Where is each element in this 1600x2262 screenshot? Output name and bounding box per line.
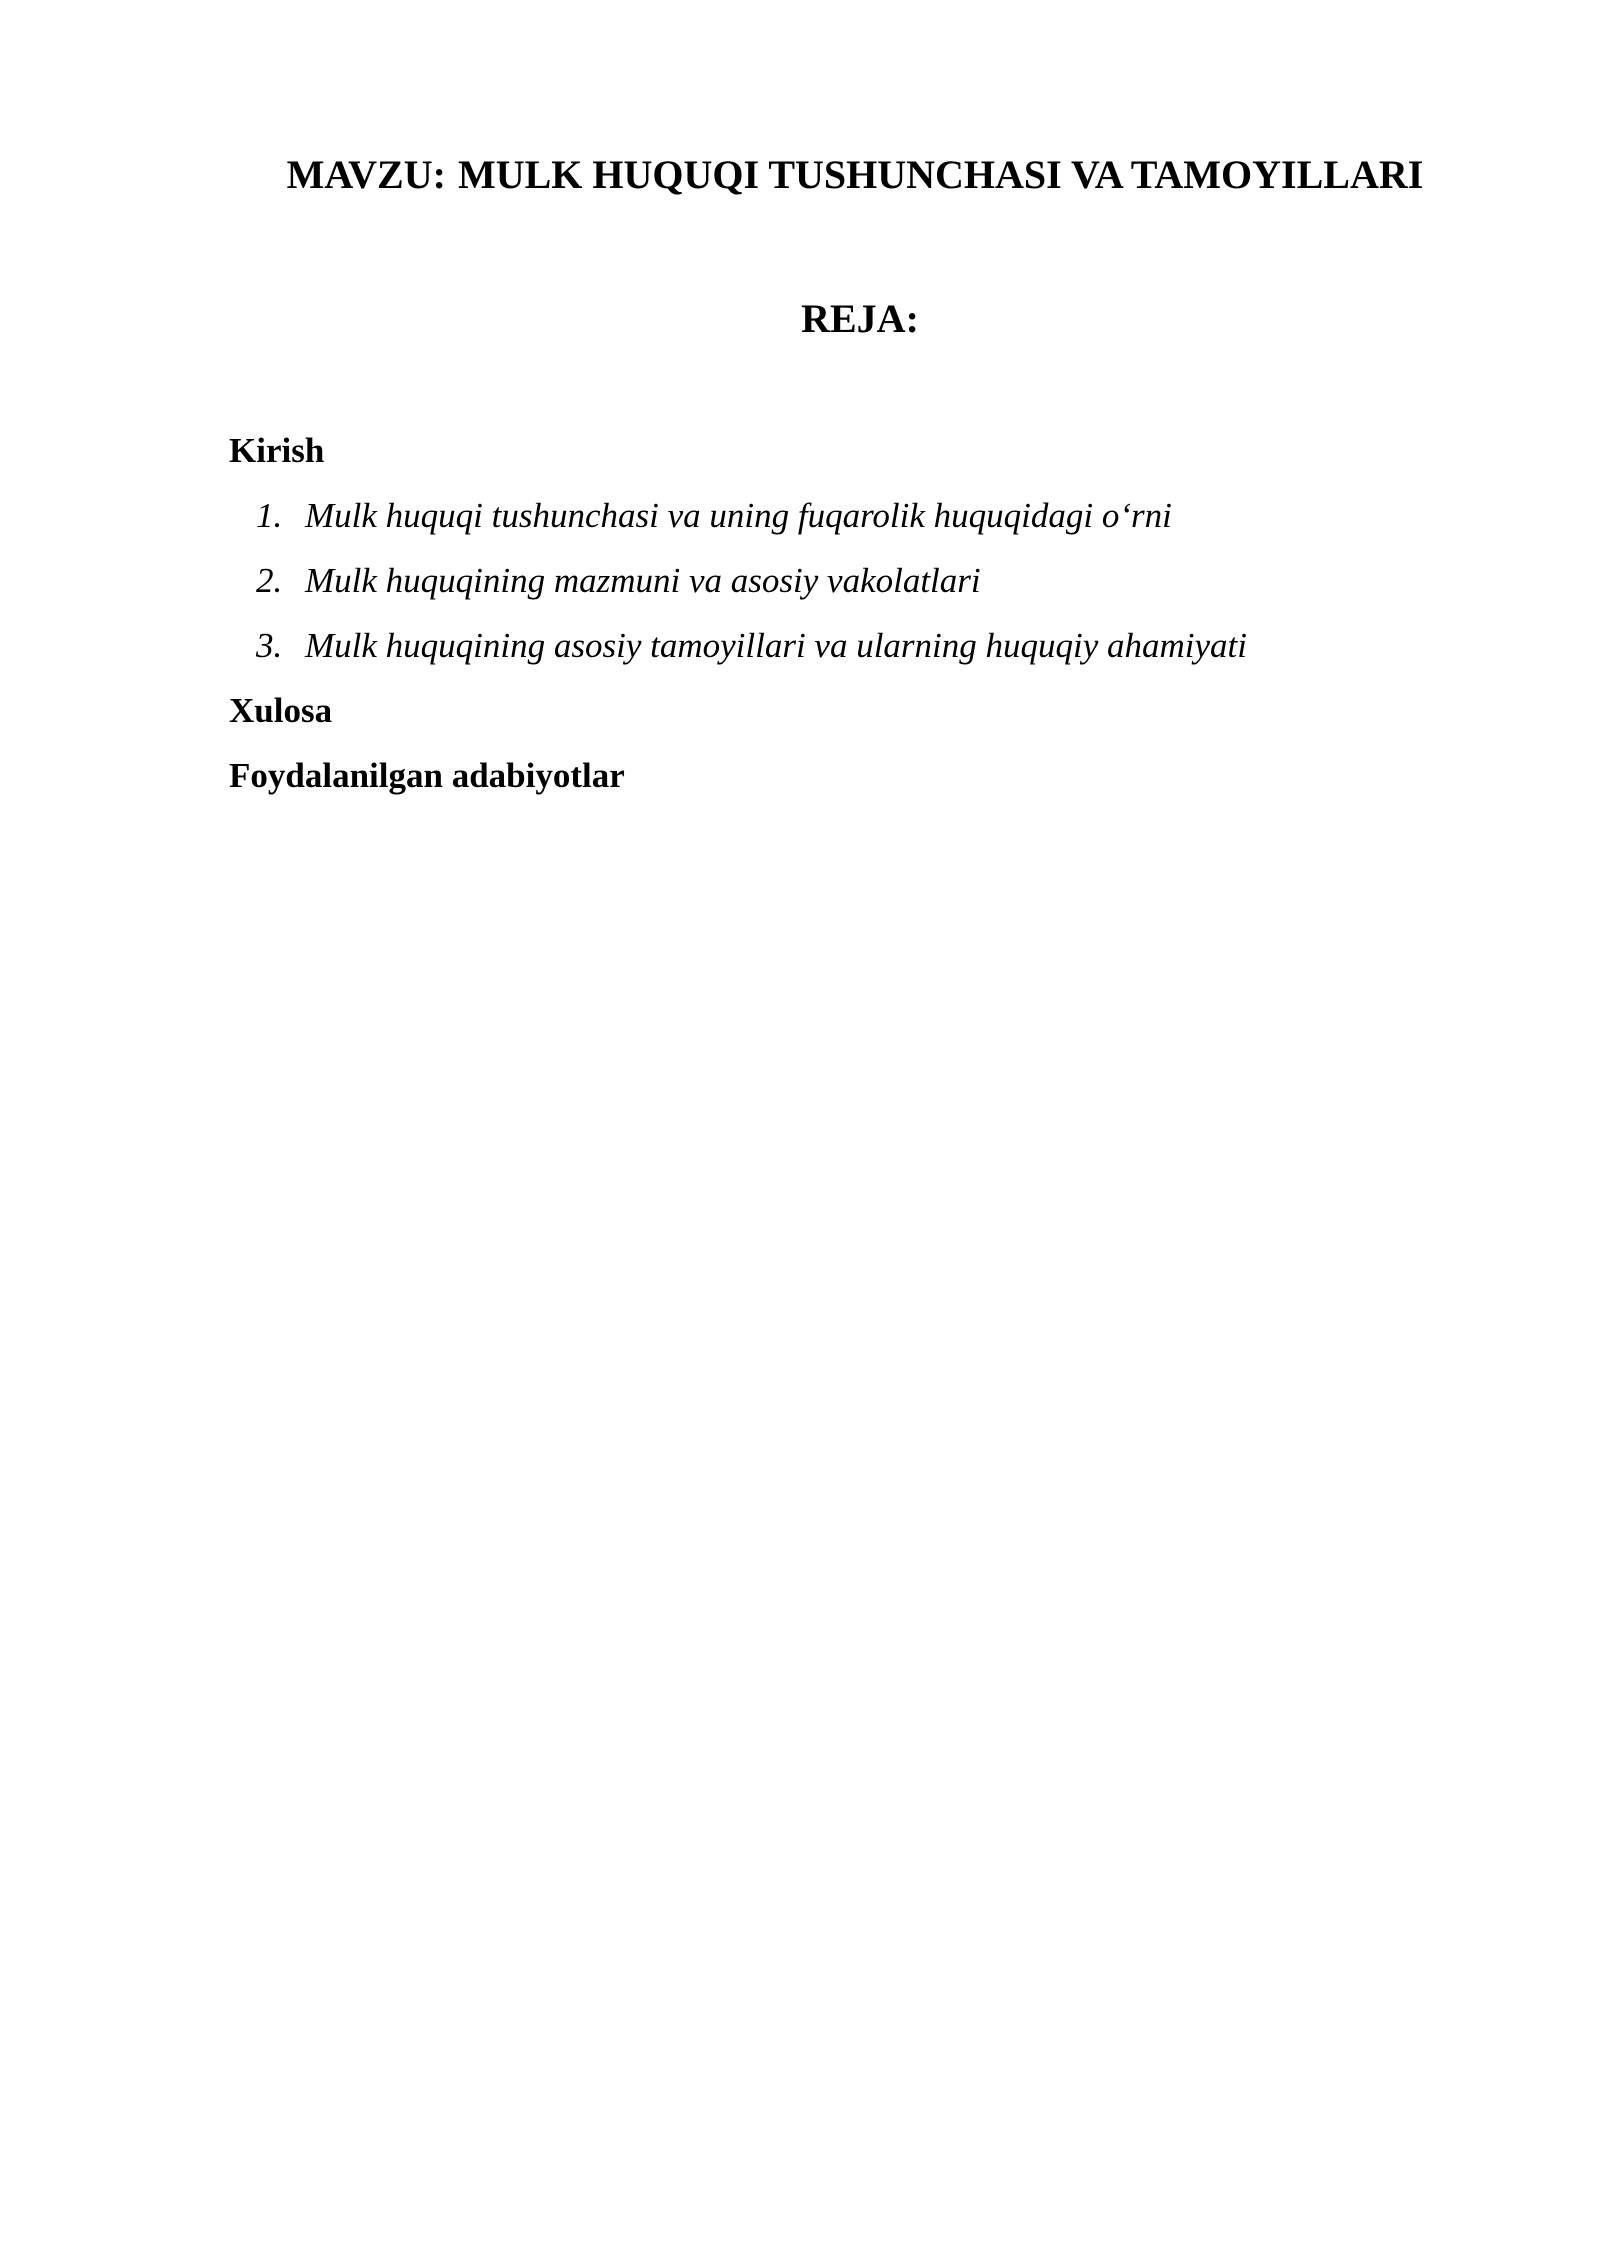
plan-item-text: Mulk huquqining mazmuni va asosiy vakolatlari (305, 561, 981, 600)
plan-item-text: Mulk huquqi tushunchasi va uning fuqarolik huquqidagi o‘rni (305, 496, 1172, 535)
plan-heading: REJA: (801, 296, 919, 341)
section-intro: Kirish (229, 431, 325, 470)
plan-item (229, 613, 1429, 678)
plan-item-number: 1. (256, 496, 283, 535)
plan-item (229, 548, 1429, 613)
section-references: Foydalanilgan adabiyotlar (229, 756, 625, 795)
plan-item-number: 3. (256, 626, 283, 665)
title-main: MULK HUQUQI TUSHUNCHASI VA TAMOYILLARI (457, 152, 1424, 197)
title-prefix: MAVZU: (286, 152, 446, 197)
plan-item (229, 483, 1429, 548)
plan-list (229, 483, 1429, 678)
plan-item-text: Mulk huquqining asosiy tamoyillari va ularning huquqiy ahamiyati (305, 626, 1248, 665)
plan-item-number: 2. (256, 561, 283, 600)
plan-section (229, 418, 1429, 808)
document-title (230, 150, 1480, 200)
section-conclusion: Xulosa (229, 691, 333, 730)
